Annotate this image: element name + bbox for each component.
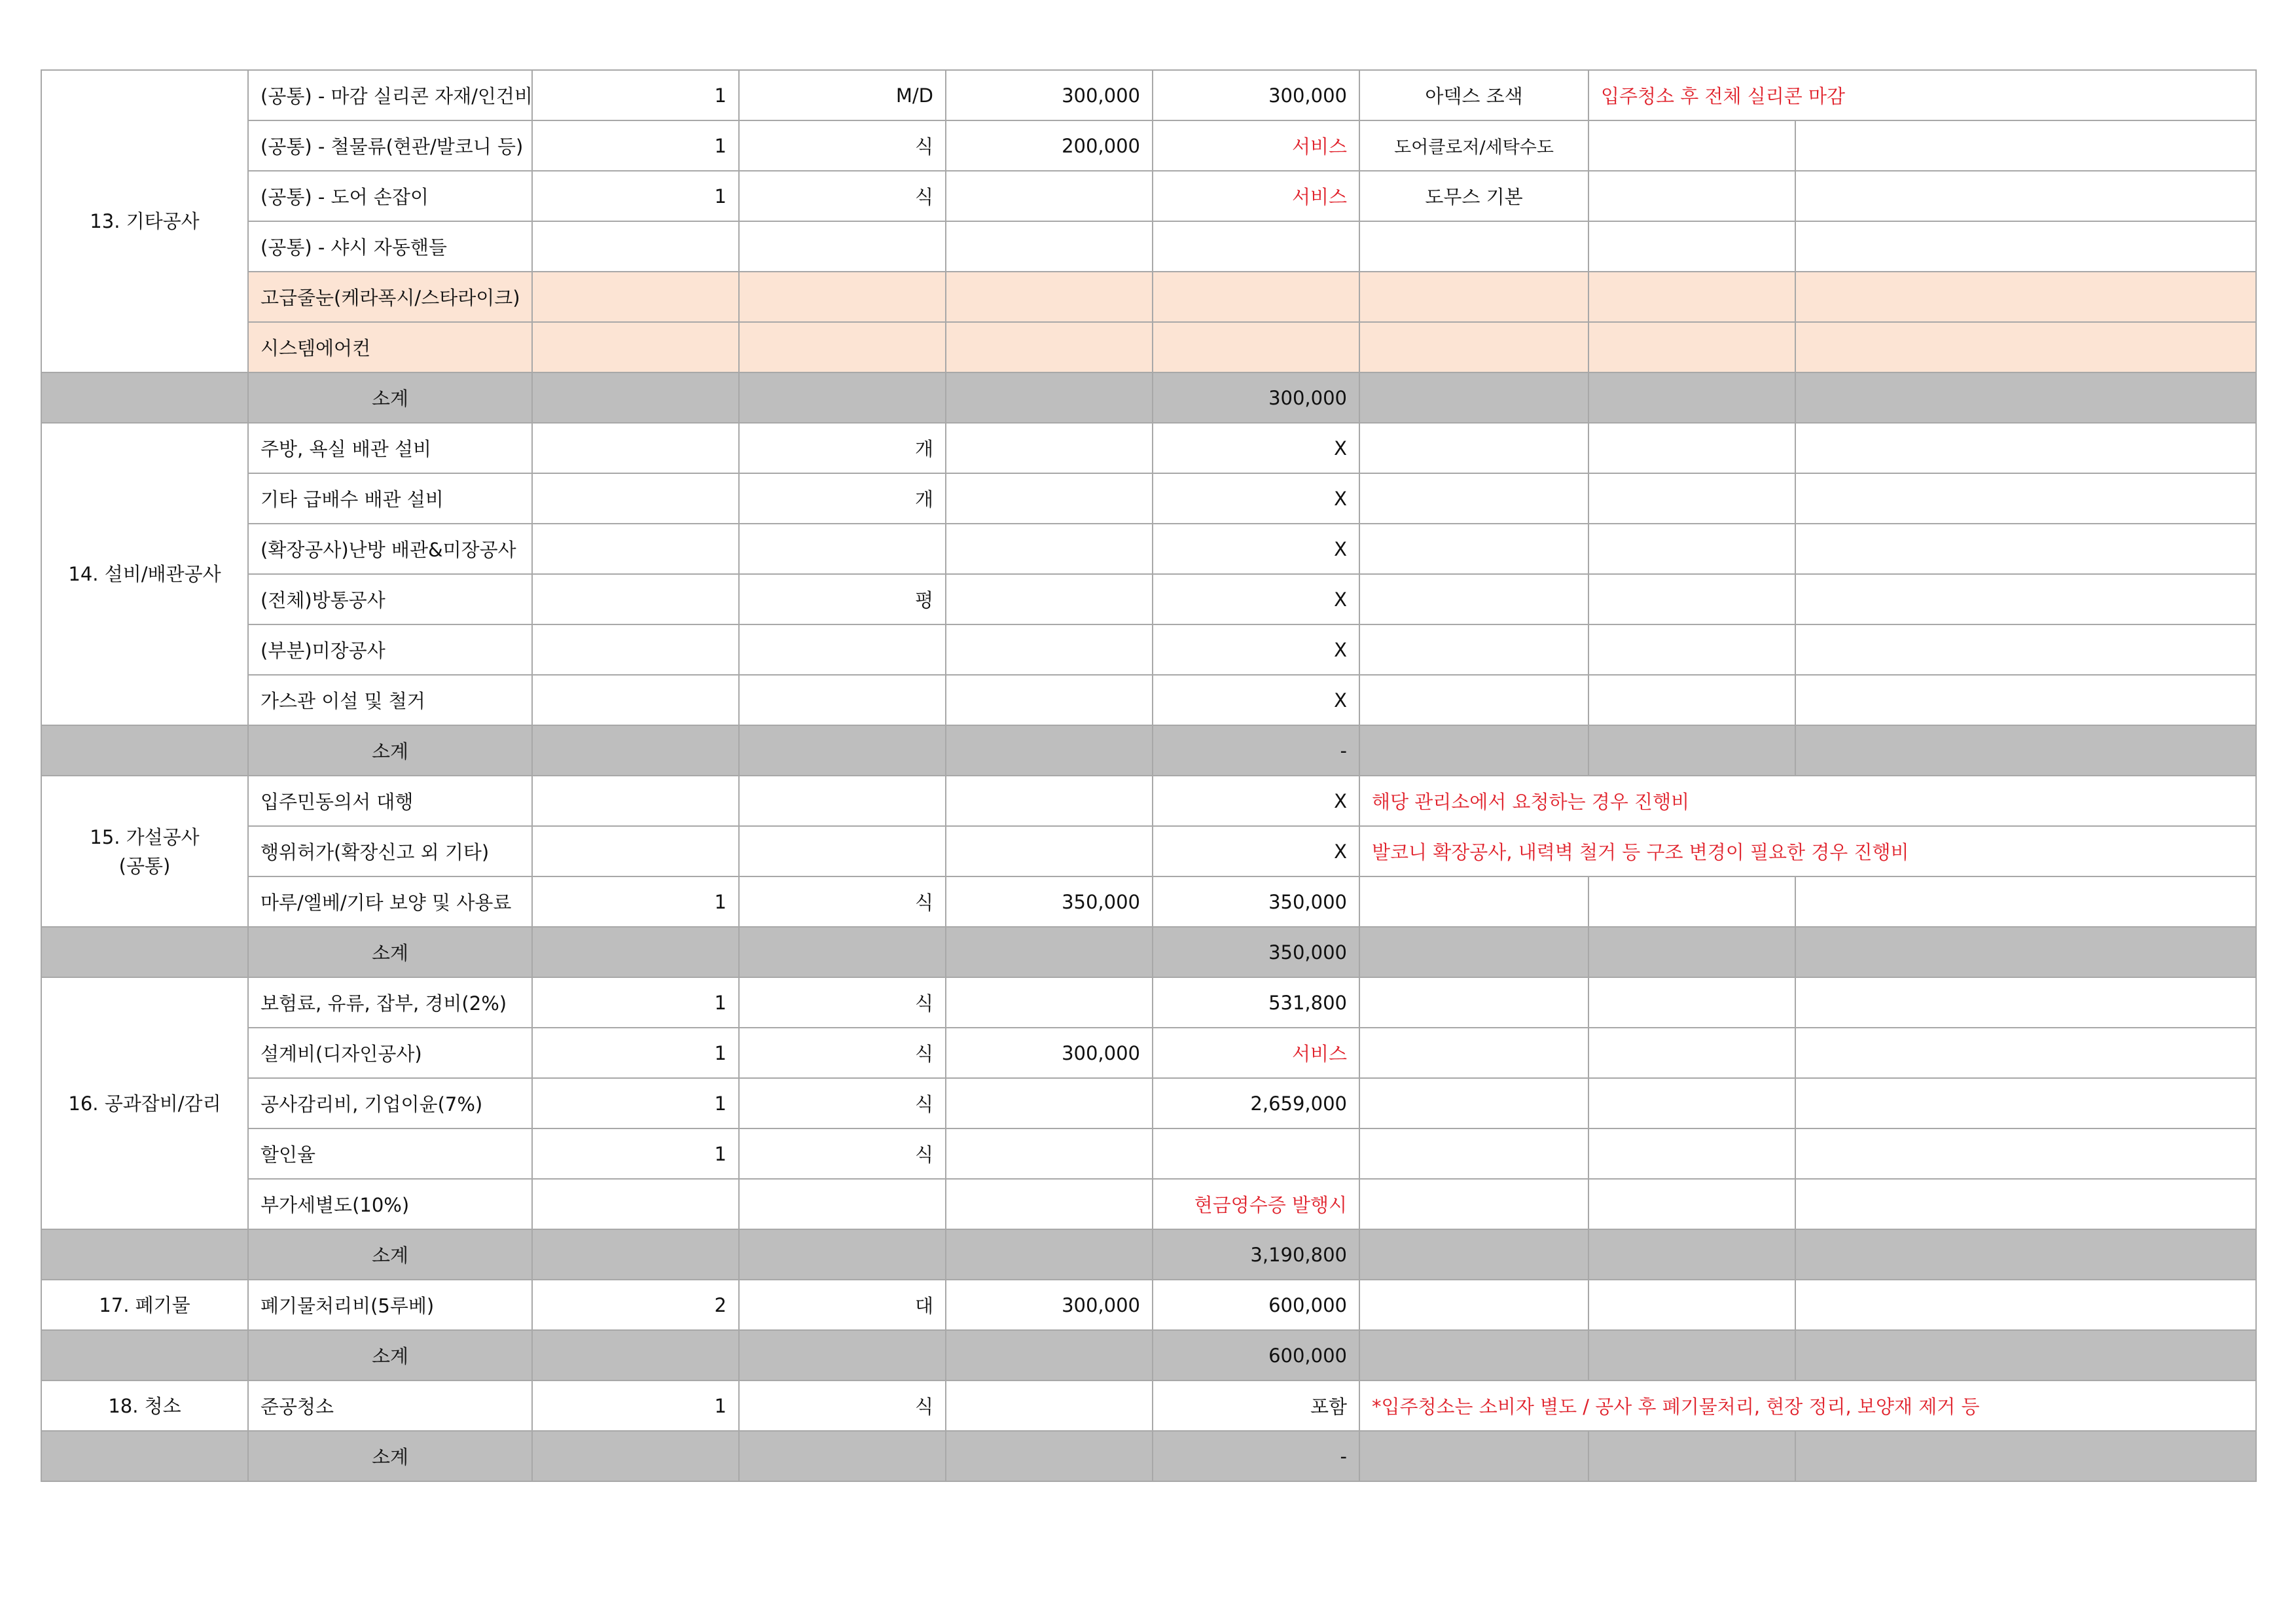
unit: M/D	[739, 70, 946, 120]
empty-cell	[739, 1330, 946, 1380]
item-name: 고급줄눈(케라폭시/스타라이크)	[248, 272, 532, 322]
unit	[739, 272, 946, 322]
remark	[1359, 322, 1588, 372]
empty-cell	[1795, 1330, 2256, 1380]
empty-cell	[946, 372, 1153, 423]
unit	[739, 624, 946, 675]
empty-cell	[739, 725, 946, 776]
item-name: 행위허가(확장신고 외 기타)	[248, 826, 532, 876]
category-cell	[41, 1280, 248, 1330]
amount: X	[1153, 524, 1359, 574]
table-row	[41, 1380, 2256, 1431]
quantity	[532, 524, 739, 574]
item-name: (공통) - 철물류(현관/발코니 등)	[248, 120, 532, 171]
empty-cell	[41, 1229, 248, 1280]
empty-cell	[1795, 372, 2256, 423]
empty-cell	[946, 1229, 1153, 1280]
unit-price	[946, 171, 1153, 221]
subtotal-label: 소계	[248, 725, 532, 776]
unit-price	[946, 1179, 1153, 1229]
unit-price	[946, 1128, 1153, 1179]
empty-cell	[1359, 1229, 1588, 1280]
table-row	[41, 1280, 2256, 1330]
empty-cell	[946, 1330, 1153, 1380]
table-row	[41, 120, 2256, 171]
empty-cell	[1359, 927, 1588, 977]
amount	[1153, 1128, 1359, 1179]
remark	[1359, 675, 1588, 725]
empty-cell	[1588, 473, 1795, 524]
unit	[739, 322, 946, 372]
subtotal-row	[41, 725, 2256, 776]
unit-price: 350,000	[946, 876, 1153, 927]
empty-cell	[946, 725, 1153, 776]
empty-cell	[1795, 624, 2256, 675]
quantity: 1	[532, 1078, 739, 1128]
subtotal-amount: 350,000	[1153, 927, 1359, 977]
item-name: 폐기물처리비(5루베)	[248, 1280, 532, 1330]
subtotal-row	[41, 927, 2256, 977]
item-name: 가스관 이설 및 철거	[248, 675, 532, 725]
subtotal-label: 소계	[248, 1330, 532, 1380]
unit	[739, 221, 946, 272]
quantity	[532, 423, 739, 473]
quantity: 2	[532, 1280, 739, 1330]
quantity	[532, 624, 739, 675]
empty-cell	[1795, 1229, 2256, 1280]
unit-price	[946, 272, 1153, 322]
quantity	[532, 776, 739, 826]
subtotal-amount: 600,000	[1153, 1330, 1359, 1380]
empty-cell	[1588, 221, 1795, 272]
unit	[739, 826, 946, 876]
subtotal-amount: -	[1153, 725, 1359, 776]
category-cell	[41, 977, 248, 1229]
empty-cell	[1588, 574, 1795, 624]
quantity: 1	[532, 120, 739, 171]
item-name: (공통) - 도어 손잡이	[248, 171, 532, 221]
empty-cell	[1588, 1078, 1795, 1128]
empty-cell	[1795, 524, 2256, 574]
subtotal-label: 소계	[248, 927, 532, 977]
quantity	[532, 1179, 739, 1229]
empty-cell	[532, 1431, 739, 1481]
unit: 개	[739, 473, 946, 524]
empty-cell	[1359, 1431, 1588, 1481]
unit-price	[946, 624, 1153, 675]
empty-cell	[1588, 423, 1795, 473]
unit-price	[946, 423, 1153, 473]
remark	[1359, 574, 1588, 624]
remark	[1359, 977, 1588, 1028]
subtotal-amount: 3,190,800	[1153, 1229, 1359, 1280]
remark	[1359, 1028, 1588, 1078]
empty-cell	[1588, 1431, 1795, 1481]
unit-price	[946, 322, 1153, 372]
empty-cell	[1795, 423, 2256, 473]
amount: X	[1153, 826, 1359, 876]
item-name: 보험료, 유류, 잡부, 경비(2%)	[248, 977, 532, 1028]
item-name: 공사감리비, 기업이윤(7%)	[248, 1078, 532, 1128]
empty-cell	[1588, 927, 1795, 977]
unit: 식	[739, 876, 946, 927]
empty-cell	[1795, 272, 2256, 322]
empty-cell	[1795, 1179, 2256, 1229]
unit: 식	[739, 1380, 946, 1431]
empty-cell	[946, 927, 1153, 977]
unit	[739, 675, 946, 725]
unit-price	[946, 977, 1153, 1028]
empty-cell	[1359, 725, 1588, 776]
item-name: 시스템에어컨	[248, 322, 532, 372]
amount	[1153, 272, 1359, 322]
empty-cell	[1588, 1280, 1795, 1330]
amount: 300,000	[1153, 70, 1359, 120]
quantity: 1	[532, 1380, 739, 1431]
empty-cell	[1795, 675, 2256, 725]
estimate-table	[41, 69, 2257, 1482]
table-row	[41, 423, 2256, 473]
remark	[1359, 1280, 1588, 1330]
empty-cell	[1588, 322, 1795, 372]
remark	[1359, 272, 1588, 322]
unit	[739, 524, 946, 574]
empty-cell	[532, 1229, 739, 1280]
unit	[739, 1179, 946, 1229]
empty-cell	[41, 725, 248, 776]
subtotal-row	[41, 372, 2256, 423]
unit-price: 300,000	[946, 1028, 1153, 1078]
table-row	[41, 1028, 2256, 1078]
table-row	[41, 1078, 2256, 1128]
empty-cell	[532, 927, 739, 977]
category-label: 18. 청소	[108, 1394, 181, 1417]
empty-cell	[1795, 977, 2256, 1028]
category-label: 16. 공과잡비/감리	[68, 1092, 221, 1115]
unit: 개	[739, 423, 946, 473]
unit: 식	[739, 1028, 946, 1078]
table-row	[41, 1179, 2256, 1229]
quantity	[532, 574, 739, 624]
unit-price	[946, 574, 1153, 624]
category-cell	[41, 423, 248, 725]
table-row	[41, 776, 2256, 826]
unit: 식	[739, 1128, 946, 1179]
empty-cell	[1795, 725, 2256, 776]
category-cell	[41, 70, 248, 372]
table-row	[41, 272, 2256, 322]
table-row	[41, 624, 2256, 675]
empty-cell	[1588, 1028, 1795, 1078]
table-row	[41, 826, 2256, 876]
remark	[1359, 876, 1588, 927]
unit-price	[946, 473, 1153, 524]
remark	[1359, 423, 1588, 473]
item-name: 입주민동의서 대행	[248, 776, 532, 826]
empty-cell	[946, 1431, 1153, 1481]
table-row	[41, 1128, 2256, 1179]
empty-cell	[1588, 675, 1795, 725]
item-name: 부가세별도(10%)	[248, 1179, 532, 1229]
subtotal-amount: -	[1153, 1431, 1359, 1481]
table-row	[41, 977, 2256, 1028]
unit-price: 300,000	[946, 1280, 1153, 1330]
amount: X	[1153, 574, 1359, 624]
item-name: 할인율	[248, 1128, 532, 1179]
category-label: 15. 가설공사	[90, 825, 200, 848]
table-row	[41, 524, 2256, 574]
empty-cell	[1588, 624, 1795, 675]
amount: 현금영수증 발행시	[1153, 1179, 1359, 1229]
item-name: 마루/엘베/기타 보양 및 사용료	[248, 876, 532, 927]
empty-cell	[1588, 372, 1795, 423]
empty-cell	[41, 372, 248, 423]
category-label: (공통)	[118, 854, 171, 877]
amount: 포함	[1153, 1380, 1359, 1431]
subtotal-amount: 300,000	[1153, 372, 1359, 423]
amount	[1153, 221, 1359, 272]
remark-note: 해당 관리소에서 요청하는 경우 진행비	[1359, 776, 2256, 826]
quantity: 1	[532, 977, 739, 1028]
amount: 서비스	[1153, 1028, 1359, 1078]
unit: 평	[739, 574, 946, 624]
category-label: 13. 기타공사	[90, 210, 200, 232]
category-cell	[41, 1380, 248, 1431]
empty-cell	[1588, 1128, 1795, 1179]
empty-cell	[41, 927, 248, 977]
remark-note: 입주청소 후 전체 실리콘 마감	[1588, 70, 2256, 120]
table-row	[41, 675, 2256, 725]
remark: 도어클로저/세탁수도	[1359, 120, 1588, 171]
amount: 350,000	[1153, 876, 1359, 927]
amount: X	[1153, 423, 1359, 473]
unit-price	[946, 1380, 1153, 1431]
amount: X	[1153, 624, 1359, 675]
empty-cell	[1359, 372, 1588, 423]
table-row	[41, 876, 2256, 927]
subtotal-label: 소계	[248, 1431, 532, 1481]
empty-cell	[1588, 725, 1795, 776]
unit: 식	[739, 977, 946, 1028]
unit	[739, 776, 946, 826]
item-name: (공통) - 마감 실리콘 자재/인건비	[248, 70, 532, 120]
remark	[1359, 1179, 1588, 1229]
remark: 도무스 기본	[1359, 171, 1588, 221]
remark: 아덱스 조색	[1359, 70, 1588, 120]
remark	[1359, 1128, 1588, 1179]
table-row	[41, 171, 2256, 221]
category-label: 14. 설비/배관공사	[68, 563, 221, 585]
quantity: 1	[532, 70, 739, 120]
empty-cell	[739, 1431, 946, 1481]
table-row	[41, 221, 2256, 272]
empty-cell	[41, 1330, 248, 1380]
empty-cell	[1588, 1229, 1795, 1280]
quantity: 1	[532, 1128, 739, 1179]
unit: 식	[739, 120, 946, 171]
empty-cell	[1588, 524, 1795, 574]
empty-cell	[1795, 574, 2256, 624]
empty-cell	[1795, 1280, 2256, 1330]
empty-cell	[739, 372, 946, 423]
empty-cell	[532, 372, 739, 423]
estimate-sheet	[41, 69, 2255, 1552]
empty-cell	[1795, 120, 2256, 171]
table-row	[41, 322, 2256, 372]
empty-cell	[1359, 1330, 1588, 1380]
amount: 600,000	[1153, 1280, 1359, 1330]
empty-cell	[41, 1431, 248, 1481]
item-name: (확장공사)난방 배관&미장공사	[248, 524, 532, 574]
empty-cell	[1588, 120, 1795, 171]
empty-cell	[1795, 171, 2256, 221]
table-row	[41, 473, 2256, 524]
quantity	[532, 675, 739, 725]
item-name: 주방, 욕실 배관 설비	[248, 423, 532, 473]
quantity: 1	[532, 171, 739, 221]
empty-cell	[1795, 1431, 2256, 1481]
unit-price: 200,000	[946, 120, 1153, 171]
remark	[1359, 524, 1588, 574]
unit-price	[946, 826, 1153, 876]
empty-cell	[1588, 876, 1795, 927]
empty-cell	[1795, 1128, 2256, 1179]
subtotal-label: 소계	[248, 1229, 532, 1280]
amount	[1153, 322, 1359, 372]
unit-price	[946, 675, 1153, 725]
quantity: 1	[532, 1028, 739, 1078]
amount: 531,800	[1153, 977, 1359, 1028]
remark	[1359, 473, 1588, 524]
empty-cell	[739, 927, 946, 977]
empty-cell	[1795, 322, 2256, 372]
item-name: (부분)미장공사	[248, 624, 532, 675]
amount: 서비스	[1153, 171, 1359, 221]
quantity	[532, 473, 739, 524]
unit: 식	[739, 1078, 946, 1128]
category-label: 17. 폐기물	[99, 1293, 190, 1316]
subtotal-row	[41, 1431, 2256, 1481]
empty-cell	[1795, 221, 2256, 272]
quantity	[532, 221, 739, 272]
remark-note: 발코니 확장공사, 내력벽 철거 등 구조 변경이 필요한 경우 진행비	[1359, 826, 2256, 876]
category-cell	[41, 776, 248, 927]
item-name: (전체)방통공사	[248, 574, 532, 624]
remark	[1359, 221, 1588, 272]
unit-price	[946, 776, 1153, 826]
amount: X	[1153, 473, 1359, 524]
unit-price: 300,000	[946, 70, 1153, 120]
empty-cell	[1795, 1028, 2256, 1078]
empty-cell	[1588, 272, 1795, 322]
table-row	[41, 70, 2256, 120]
empty-cell	[532, 1330, 739, 1380]
subtotal-row	[41, 1330, 2256, 1380]
item-name: (공통) - 샤시 자동핸들	[248, 221, 532, 272]
empty-cell	[1588, 1179, 1795, 1229]
amount: X	[1153, 776, 1359, 826]
empty-cell	[1795, 927, 2256, 977]
remark	[1359, 1078, 1588, 1128]
quantity: 1	[532, 876, 739, 927]
unit-price	[946, 524, 1153, 574]
amount: 2,659,000	[1153, 1078, 1359, 1128]
empty-cell	[1795, 473, 2256, 524]
remark	[1359, 624, 1588, 675]
empty-cell	[739, 1229, 946, 1280]
unit: 식	[739, 171, 946, 221]
quantity	[532, 322, 739, 372]
unit: 대	[739, 1280, 946, 1330]
item-name: 준공청소	[248, 1380, 532, 1431]
unit-price	[946, 221, 1153, 272]
empty-cell	[1588, 171, 1795, 221]
empty-cell	[1588, 1330, 1795, 1380]
item-name: 기타 급배수 배관 설비	[248, 473, 532, 524]
amount: 서비스	[1153, 120, 1359, 171]
quantity	[532, 826, 739, 876]
empty-cell	[1795, 1078, 2256, 1128]
subtotal-label: 소계	[248, 372, 532, 423]
remark-note: *입주청소는 소비자 별도 / 공사 후 폐기물처리, 현장 정리, 보양재 제거 등	[1359, 1380, 2256, 1431]
empty-cell	[1588, 977, 1795, 1028]
unit-price	[946, 1078, 1153, 1128]
table-row	[41, 574, 2256, 624]
item-name: 설계비(디자인공사)	[248, 1028, 532, 1078]
empty-cell	[532, 725, 739, 776]
quantity	[532, 272, 739, 322]
subtotal-row	[41, 1229, 2256, 1280]
amount: X	[1153, 675, 1359, 725]
empty-cell	[1795, 876, 2256, 927]
